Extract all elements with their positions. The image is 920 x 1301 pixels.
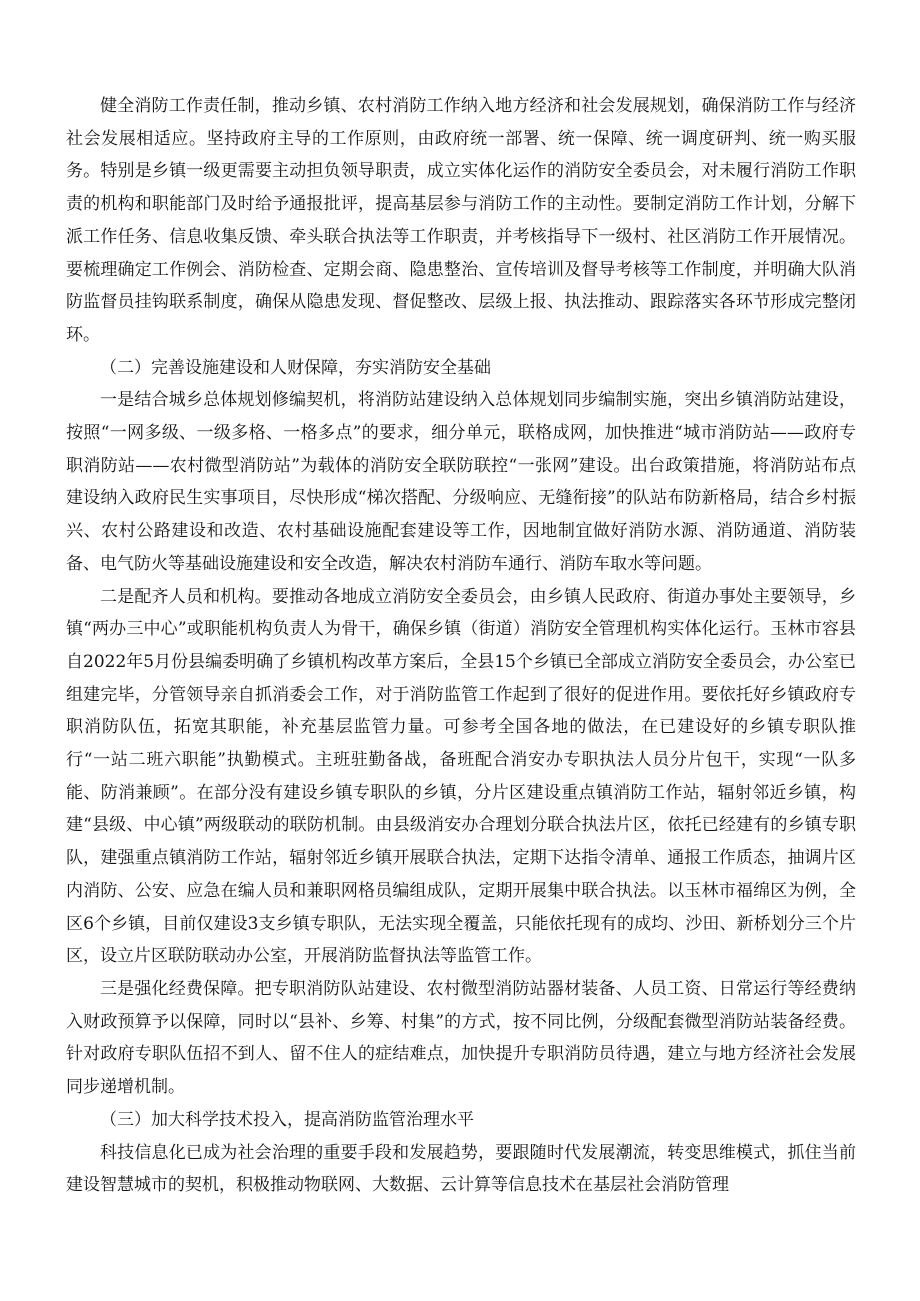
section-heading-2: （二）完善设施建设和人财保障，夯实消防安全基础 [100, 357, 491, 378]
paragraph-personnel-institutions: 二是配齐人员和机构。要推动各地成立消防安全委员会，由乡镇人民政府、街道办事处主要领导，乡镇“两办三中心”或职能机构负责人为骨干，确保乡镇（街道）消防安全管理机构实体化运行。玉林市容县自2022年5月份县编委明确了乡镇机构改革方案后，全县15个乡镇已全部成立消防安全委员会，办公室已组建完毕，分管领导亲自抓消委会工作，对于消防监管工作起到了很好的促进作用。要依托好乡镇政府专职消防队伍，拓宽其职能，补充基层监管力量。可参考全国各地的做法，在已建设好的乡镇专职队推行“一站二班六职能”执勤模式。主班驻勤备战，备班配合消安办专职执法人员分片包干，实现“一队多能、防消兼顾”。在部分没有建设乡镇专职队的乡镇，分片区建设重点镇消防工作站，辐射邻近乡镇，构建“县级、中心镇”两级联动的联防机制。由县级消安办合理划分联合执法片区，依托已经建有的乡镇专职队，建强重点镇消防工作站，辐射邻近乡镇开展联合执法，定期下达指令清单、通报工作质态，抽调片区内消防、公安、应急在编人员和兼职网格员编组成队，定期开展集中联合执法。以玉林市福绵区为例，全区6个乡镇，目前仅建设3支乡镇专职队，无法实现全覆盖，只能依托现有的成均、沙田、新桥划分三个片区，设立片区联防联动办公室，开展消防监督执法等监管工作。 [66, 586, 856, 967]
paragraph-responsibility-system: 健全消防工作责任制，推动乡镇、农村消防工作纳入地方经济和社会发展规划，确保消防工作与经济社会发展相适应。坚持政府主导的工作原则，由政府统一部署、统一保障、统一调度研判、统一购买服务。特别是乡镇一级更需要主动担负领导职责，成立实体化运作的消防安全委员会，对未履行消防工作职责的机构和职能部门及时给予通报批评，提高基层参与消防工作的主动性。要制定消防工作计划，分解下派工作任务、信息收集反馈、牵头联合执法等工作职责，并考核指导下一级村、社区消防工作开展情况。要梳理确定工作例会、消防检查、定期会商、隐患整治、宣传培训及督导考核等工作制度，并明确大队消防监督员挂钩联系制度，确保从隐患发现、督促整改、层级上报、执法推动、跟踪落实各环节形成完整闭环。 [66, 96, 856, 345]
paragraph-funding-guarantee: 三是强化经费保障。把专职消防队站建设、农村微型消防站器材装备、人员工资、日常运行等经费纳入财政预算予以保障，同时以“县补、乡筹、村集”的方式，按不同比例，分级配套微型消防站装备经费。针对政府专职队伍招不到人、留不住人的症结难点，加快提升专职消防员待遇，建立与地方经济社会发展同步递增机制。 [66, 978, 856, 1098]
section-heading-3: （三）加大科学技术投入，提高消防监管治理水平 [100, 1109, 474, 1130]
paragraph-station-planning: 一是结合城乡总体规划修编契机，将消防站建设纳入总体规划同步编制实施，突出乡镇消防站建设，按照“一网多级、一级多格、一格多点”的要求，细分单元，联格成网，加快推进“城市消防站——政府专职消防站——农村微型消防站”为载体的消防安全联防联控“一张网”建设。出台政策措施，将消防站布点建设纳入政府民生实事项目，尽快形成“梯次搭配、分级响应、无缝衔接”的队站布防新格局，结合乡村振兴、农村公路建设和改造、农村基础设施配套建设等工作，因地制宜做好消防水源、消防通道、消防装备、电气防火等基础设施建设和安全改造，解决农村消防车通行、消防车取水等问题。 [66, 390, 856, 574]
document-page [66, 90, 856, 1202]
paragraph-technology: 科技信息化已成为社会治理的重要手段和发展趋势，要跟随时代发展潮流，转变思维模式，抓住当前建设智慧城市的契机，积极推动物联网、大数据、云计算等信息技术在基层社会消防管理 [66, 1142, 856, 1196]
